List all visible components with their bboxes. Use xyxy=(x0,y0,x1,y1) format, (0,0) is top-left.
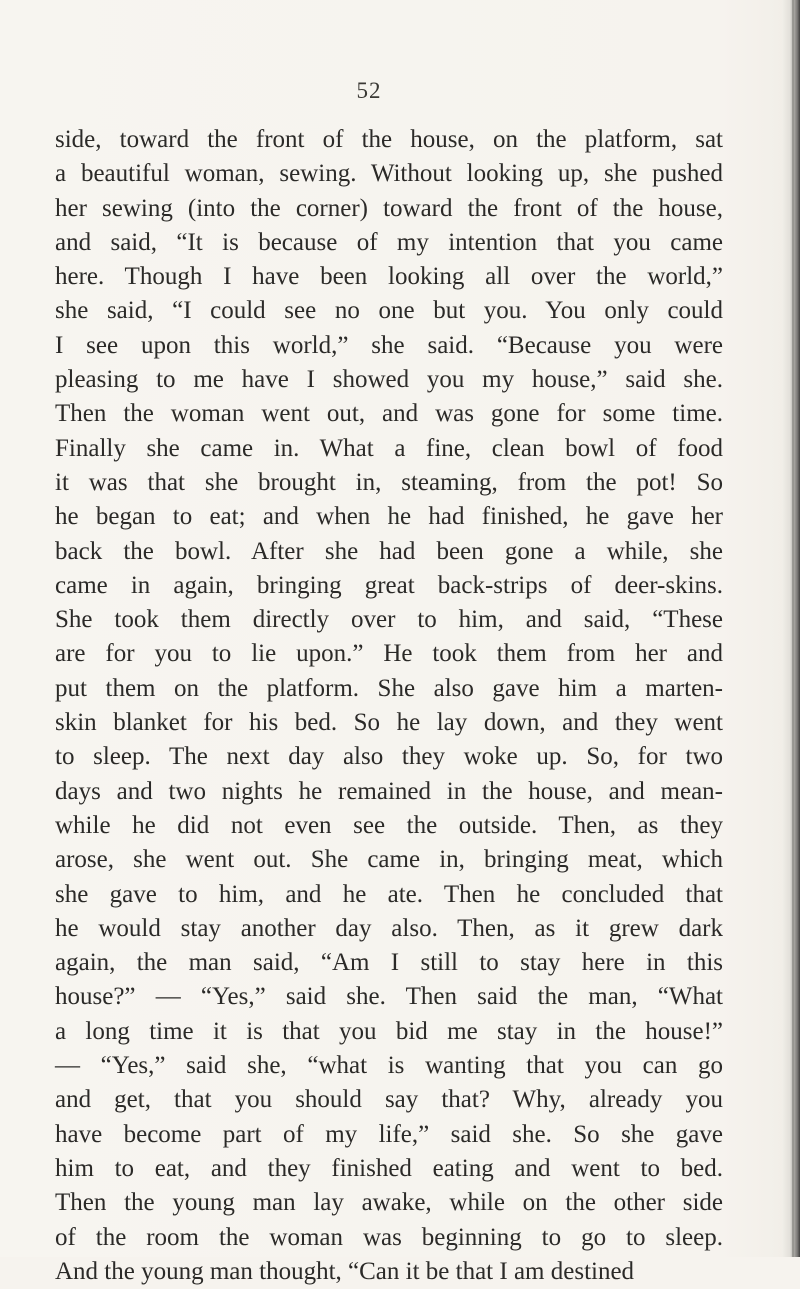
text-line: of the room the woman was beginning to go to sleep. xyxy=(55,1223,723,1251)
page-edge-line xyxy=(792,0,794,1257)
text-line: house?” — “Yes,” said she. Then said the man, “What xyxy=(55,983,723,1011)
text-line: put them on the platform. She also gave him a marten- xyxy=(55,674,723,702)
text-line: came in again, bringing great back-strips of deer-skins. xyxy=(55,571,723,599)
text-line: And the young man thought, “Can it be that I am destined xyxy=(55,1257,635,1285)
text-line: Then the young man lay awake, while on the other side xyxy=(55,1189,723,1217)
text-line: Finally she came in. What a fine, clean bowl of food xyxy=(55,434,723,462)
text-line: a beautiful woman, sewing. Without looking up, she pushed xyxy=(55,160,723,188)
text-line: her sewing (into the corner) toward the front of the house, xyxy=(55,194,723,222)
body-text xyxy=(55,123,723,1289)
text-line: she gave to him, and he ate. Then he concluded that xyxy=(55,880,723,908)
text-line: — “Yes,” said she, “what is wanting that you can go xyxy=(55,1052,723,1080)
text-line: to sleep. The next day also they woke up. So, for two xyxy=(55,743,723,771)
page-number: 52 xyxy=(356,78,382,103)
text-line: She took them directly over to him, and said, “These xyxy=(55,606,723,634)
text-line: him to eat, and they finished eating and went to bed. xyxy=(55,1154,723,1182)
text-line: she said, “I could see no one but you. You only could xyxy=(55,297,723,325)
text-line: have become part of my life,” said she. So she gave xyxy=(55,1120,723,1148)
text-line: a long time it is that you bid me stay in the house!” xyxy=(55,1017,723,1045)
text-line: it was that she brought in, steaming, from the pot! So xyxy=(55,468,723,496)
text-line: days and two nights he remained in the house, and mean- xyxy=(55,777,723,805)
text-line: pleasing to me have I showed you my house,” said she. xyxy=(55,366,723,394)
text-line: here. Though I have been looking all over the world,” xyxy=(55,263,723,291)
text-line: are for you to lie upon.” He took them from her and xyxy=(55,640,723,668)
text-line: Then the woman went out, and was gone for some time. xyxy=(55,400,723,428)
text-line: skin blanket for his bed. So he lay down, and they went xyxy=(55,709,723,737)
text-line: and get, that you should say that? Why, already you xyxy=(55,1086,723,1114)
text-line: arose, she went out. She came in, bringing meat, which xyxy=(55,846,723,874)
page-edge-shadow xyxy=(782,0,800,1257)
text-line: side, toward the front of the house, on the platform, sat xyxy=(55,126,723,153)
text-line: again, the man said, “Am I still to stay here in this xyxy=(55,949,723,977)
text-line: while he did not even see the outside. Then, as they xyxy=(55,811,723,839)
text-line: I see upon this world,” she said. “Because you were xyxy=(55,331,723,359)
text-line: he would stay another day also. Then, as it grew dark xyxy=(55,914,723,942)
text-line: and said, “It is because of my intention that you came xyxy=(55,228,723,256)
text-line: he began to eat; and when he had finished, he gave her xyxy=(55,503,723,531)
text-line: back the bowl. After she had been gone a while, she xyxy=(55,537,723,565)
